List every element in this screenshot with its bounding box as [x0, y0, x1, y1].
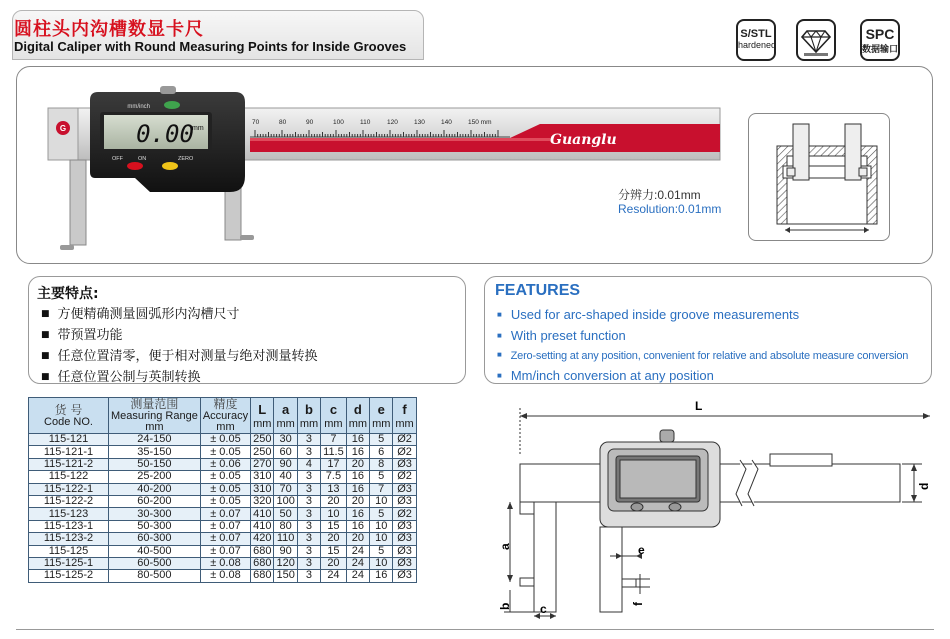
- table-cell: Ø3: [393, 483, 416, 495]
- spc-badge-sublabel: 数据输口: [862, 44, 899, 54]
- table-cell: 50: [274, 508, 297, 520]
- table-cell: 10: [370, 520, 393, 532]
- table-row: [29, 446, 417, 458]
- dim-f-label: f: [631, 602, 645, 606]
- header-f: f mm: [393, 398, 416, 434]
- features-en-list: [497, 305, 908, 387]
- table-cell: ± 0.06: [200, 458, 250, 470]
- table-cell: ± 0.07: [200, 520, 250, 532]
- table-cell: 24: [321, 570, 347, 582]
- table-row: [29, 471, 417, 483]
- spc-badge-label: SPC: [865, 26, 895, 42]
- dimension-drawing: [490, 394, 940, 629]
- table-cell: Ø2: [393, 434, 416, 446]
- table-cell: 5: [370, 508, 393, 520]
- feature-en-item: ■ Used for arc-shaped inside groove measurements: [497, 305, 908, 326]
- resolution-en: Resolution:0.01mm: [618, 202, 722, 216]
- table-cell: ± 0.07: [200, 545, 250, 557]
- table-cell: 115-121: [29, 434, 109, 446]
- table-row: [29, 483, 417, 495]
- caliper-photo: [40, 80, 730, 270]
- table-cell: ± 0.05: [200, 471, 250, 483]
- table-cell: 3: [297, 471, 320, 483]
- table-cell: 40-500: [109, 545, 201, 557]
- table-cell: 25-200: [109, 471, 201, 483]
- scale-tick-label: 120: [387, 119, 398, 126]
- table-cell: ± 0.05: [200, 483, 250, 495]
- table-cell: 680: [251, 557, 274, 569]
- table-cell: Ø3: [393, 458, 416, 470]
- table-cell: 20: [346, 458, 369, 470]
- feature-cn-item: ■ 方便精确测量圆弧形内沟槽尺寸: [41, 305, 318, 326]
- table-cell: 50-150: [109, 458, 201, 470]
- off-label: OFF: [112, 156, 123, 162]
- table-cell: 15: [321, 520, 347, 532]
- table-cell: 115-121-2: [29, 458, 109, 470]
- table-cell: 410: [251, 508, 274, 520]
- table-cell: 80: [274, 520, 297, 532]
- table-cell: 16: [346, 508, 369, 520]
- table-cell: 3: [297, 495, 320, 507]
- table-cell: ± 0.05: [200, 434, 250, 446]
- table-cell: 15: [321, 545, 347, 557]
- table-header-row: [29, 398, 417, 434]
- zero-button[interactable]: [162, 162, 178, 170]
- table-cell: ± 0.08: [200, 557, 250, 569]
- table-cell: 60: [274, 446, 297, 458]
- table-cell: 70: [274, 483, 297, 495]
- feature-cn-item: ■ 任意位置公制与英制转换: [41, 368, 318, 389]
- table-cell: 7: [321, 434, 347, 446]
- table-cell: 30-300: [109, 508, 201, 520]
- scale-tick-label: 110: [360, 119, 371, 126]
- dim-c-label: c: [540, 602, 547, 616]
- table-cell: 115-123-1: [29, 520, 109, 532]
- table-cell: 20: [321, 533, 347, 545]
- table-cell: 16: [346, 520, 369, 532]
- svg-text:G: G: [59, 124, 67, 133]
- table-cell: 3: [297, 483, 320, 495]
- table-cell: 420: [251, 533, 274, 545]
- table-cell: 20: [346, 495, 369, 507]
- table-cell: Ø3: [393, 533, 416, 545]
- features-cn-panel: [28, 276, 466, 384]
- table-cell: 16: [346, 471, 369, 483]
- on-label: ON: [138, 156, 147, 162]
- table-cell: 20: [346, 533, 369, 545]
- table-cell: 680: [251, 545, 274, 557]
- table-cell: 90: [274, 458, 297, 470]
- table-cell: 6: [370, 446, 393, 458]
- table-row: [29, 545, 417, 557]
- dim-L-label: L: [695, 399, 703, 413]
- table-cell: 10: [321, 508, 347, 520]
- table-cell: 680: [251, 570, 274, 582]
- jaw-detail-diagram: [748, 113, 890, 241]
- table-row: [29, 557, 417, 569]
- bottom-divider: [16, 629, 934, 630]
- header-b: b mm: [297, 398, 320, 434]
- dim-b-label: b: [498, 602, 512, 610]
- table-cell: 115-122-1: [29, 483, 109, 495]
- scale-tick-label: 70: [252, 119, 260, 126]
- header-code: 货 号 Code NO.: [29, 398, 109, 434]
- page-title-en: Digital Caliper with Round Measuring Points for Inside Grooves: [14, 39, 407, 54]
- table-cell: 60-200: [109, 495, 201, 507]
- table-row: [29, 570, 417, 582]
- feature-en-item: ■ Zero-setting at any position, convenient for relative and absolute measure conversion: [497, 347, 908, 366]
- table-cell: 10: [370, 557, 393, 569]
- table-cell: 8: [370, 458, 393, 470]
- table-cell: 310: [251, 483, 274, 495]
- table-cell: 3: [297, 434, 320, 446]
- diamond-icon: [798, 21, 834, 59]
- diamond-badge: [796, 19, 836, 61]
- table-cell: 115-125: [29, 545, 109, 557]
- table-cell: 7: [370, 483, 393, 495]
- off-on-button[interactable]: [127, 162, 143, 170]
- lcd-unit: mm: [192, 125, 204, 132]
- zero-label: ZERO: [178, 156, 194, 162]
- table-cell: 35-150: [109, 446, 201, 458]
- display-mode-label: mm/inch: [127, 104, 150, 110]
- table-row: [29, 508, 417, 520]
- table-cell: 30: [274, 434, 297, 446]
- table-cell: 24: [346, 570, 369, 582]
- table-cell: 120: [274, 557, 297, 569]
- features-en-title: FEATURES: [495, 282, 581, 299]
- feature-cn-item: ■ 带预置功能: [41, 326, 318, 347]
- resolution-cn: 分辨力:0.01mm: [618, 188, 701, 202]
- table-cell: Ø3: [393, 557, 416, 569]
- feature-en-item: ■ With preset function: [497, 326, 908, 347]
- table-cell: 13: [321, 483, 347, 495]
- table-cell: Ø3: [393, 545, 416, 557]
- table-cell: 5: [370, 434, 393, 446]
- table-cell: 40-200: [109, 483, 201, 495]
- feature-cn-item: ■ 任意位置清零，便于相对测量与绝对测量转换: [41, 347, 318, 368]
- table-cell: Ø3: [393, 495, 416, 507]
- lcd-reading: 0.00: [136, 120, 194, 148]
- table-row: [29, 520, 417, 532]
- table-cell: 310: [251, 471, 274, 483]
- table-row: [29, 495, 417, 507]
- table-cell: 24: [346, 557, 369, 569]
- table-cell: 60-300: [109, 533, 201, 545]
- table-cell: 90: [274, 545, 297, 557]
- features-cn-list: [41, 305, 318, 389]
- brand-name: Guanglu: [550, 132, 617, 148]
- table-cell: Ø2: [393, 446, 416, 458]
- table-cell: 115-123-2: [29, 533, 109, 545]
- table-cell: ± 0.08: [200, 570, 250, 582]
- table-cell: 4: [297, 458, 320, 470]
- table-cell: 16: [346, 483, 369, 495]
- table-cell: Ø2: [393, 508, 416, 520]
- table-cell: 3: [297, 545, 320, 557]
- table-cell: 16: [346, 434, 369, 446]
- table-cell: 5: [370, 471, 393, 483]
- table-cell: 3: [297, 446, 320, 458]
- table-cell: 20: [321, 557, 347, 569]
- header-L: L mm: [251, 398, 274, 434]
- table-row: [29, 533, 417, 545]
- dim-a-label: a: [498, 543, 512, 550]
- spec-table-body: [29, 434, 417, 583]
- table-cell: Ø3: [393, 520, 416, 532]
- header-a: a mm: [274, 398, 297, 434]
- page-title-cn: 圆柱头内沟槽数显卡尺: [14, 19, 204, 40]
- table-cell: 270: [251, 458, 274, 470]
- scale-tick-label: 140: [441, 119, 452, 126]
- table-cell: 115-122-2: [29, 495, 109, 507]
- table-cell: 115-121-1: [29, 446, 109, 458]
- features-cn-title: 主要特点:: [37, 286, 99, 302]
- header-range: 测量范围 Measuring Range mm: [109, 398, 201, 434]
- table-cell: 3: [297, 570, 320, 582]
- table-cell: 3: [297, 557, 320, 569]
- features-en-panel: [484, 276, 932, 384]
- table-cell: 16: [346, 446, 369, 458]
- mm-inch-button[interactable]: [164, 101, 180, 109]
- table-cell: 115-122: [29, 471, 109, 483]
- table-cell: 20: [321, 495, 347, 507]
- table-cell: 110: [274, 533, 297, 545]
- table-cell: 250: [251, 434, 274, 446]
- stl-badge-label: S/STL: [740, 28, 772, 40]
- table-cell: 3: [297, 520, 320, 532]
- table-cell: 10: [370, 533, 393, 545]
- table-cell: 24: [346, 545, 369, 557]
- stl-badge-sublabel: hardened: [738, 40, 777, 50]
- spc-badge: [860, 19, 900, 61]
- dim-e-label: e: [638, 543, 645, 557]
- table-cell: 40: [274, 471, 297, 483]
- table-cell: 24-150: [109, 434, 201, 446]
- table-cell: ± 0.07: [200, 508, 250, 520]
- table-cell: Ø2: [393, 471, 416, 483]
- scale-tick-label: 90: [306, 119, 314, 126]
- header-e: e mm: [370, 398, 393, 434]
- table-cell: 3: [297, 508, 320, 520]
- scale-tick-label: 130: [414, 119, 425, 126]
- table-cell: 100: [274, 495, 297, 507]
- table-cell: 10: [370, 495, 393, 507]
- feature-en-item: ■ Mm/inch conversion at any position: [497, 366, 908, 387]
- table-cell: Ø3: [393, 570, 416, 582]
- table-cell: 320: [251, 495, 274, 507]
- scale-tick-label: 150 mm: [468, 119, 492, 126]
- dim-d-label: d: [917, 482, 931, 490]
- table-cell: 115-125-1: [29, 557, 109, 569]
- table-cell: ± 0.05: [200, 495, 250, 507]
- header-c: c mm: [321, 398, 347, 434]
- table-cell: 7.5: [321, 471, 347, 483]
- table-row: [29, 458, 417, 470]
- table-cell: 50-300: [109, 520, 201, 532]
- table-cell: 115-123: [29, 508, 109, 520]
- table-cell: 60-500: [109, 557, 201, 569]
- table-cell: 3: [297, 533, 320, 545]
- scale-tick-label: 80: [279, 119, 287, 126]
- table-cell: 250: [251, 446, 274, 458]
- table-cell: 410: [251, 520, 274, 532]
- table-cell: ± 0.07: [200, 533, 250, 545]
- header-accuracy: 精度 Accuracy mm: [200, 398, 250, 434]
- table-cell: 5: [370, 545, 393, 557]
- header-d: d mm: [346, 398, 369, 434]
- spec-table: [28, 397, 417, 583]
- table-cell: 80-500: [109, 570, 201, 582]
- table-cell: 11.5: [321, 446, 347, 458]
- table-row: [29, 434, 417, 446]
- scale-tick-label: 100: [333, 119, 344, 126]
- table-cell: 150: [274, 570, 297, 582]
- table-cell: 16: [370, 570, 393, 582]
- table-cell: 17: [321, 458, 347, 470]
- table-cell: ± 0.05: [200, 446, 250, 458]
- table-cell: 115-125-2: [29, 570, 109, 582]
- stainless-steel-badge: [736, 19, 776, 61]
